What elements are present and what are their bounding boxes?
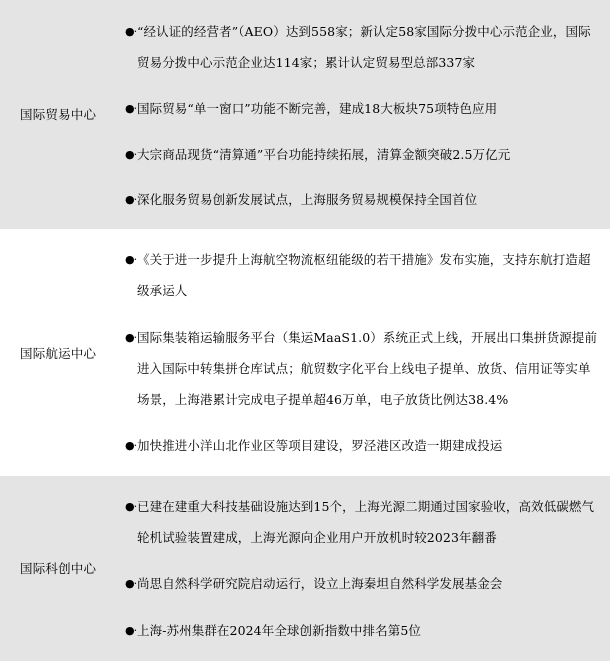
section-label: 国际科创中心 bbox=[20, 561, 97, 576]
list-item bbox=[125, 568, 601, 599]
section-label: 国际航运中心 bbox=[20, 346, 97, 361]
bullet-icon: ●· bbox=[125, 25, 137, 38]
section-label: 国际贸易中心 bbox=[20, 107, 97, 122]
section-trade-center bbox=[0, 0, 610, 229]
item-text: 尚思自然科学研究院启动运行，设立上海秦坦自然科学发展基金会 bbox=[137, 576, 503, 591]
item-text: 国际集装箱运输服务平台（集运MaaS1.0）系统正式上线，开展出口集拼货源提前进入国际中转集拼仓库试点；航贸数字化平台上线电子提单、放货、信用证等实单场景，上海港累计完成电子提单超46万单，电子放货比例达38.4% bbox=[137, 330, 598, 407]
bullet-icon: ●· bbox=[125, 193, 137, 206]
item-text: “经认证的经营者”（AEO）达到558家；新认定58家国际分拨中心示范企业，国际贸易分拨中心示范企业达114家；累计认定贸易型总部337家 bbox=[137, 24, 591, 70]
item-text: 《关于进一步提升上海航空物流枢纽能级的若干措施》发布实施，支持东航打造超级承运人 bbox=[137, 252, 591, 298]
bullet-icon: ●· bbox=[125, 624, 137, 637]
list-item bbox=[125, 244, 601, 306]
bullet-icon: ●· bbox=[125, 102, 137, 115]
bullet-icon: ●· bbox=[125, 148, 137, 161]
item-text: 深化服务贸易创新发展试点，上海服务贸易规模保持全国首位 bbox=[137, 192, 478, 207]
section-shipping-center bbox=[0, 229, 610, 476]
item-text: 加快推进小洋山北作业区等项目建设，罗泾港区改造一期建成投运 bbox=[137, 438, 503, 453]
list-item bbox=[125, 430, 601, 461]
item-text: 上海-苏州集群在2024年全球创新指数中排名第5位 bbox=[137, 623, 421, 638]
section-innovation-center bbox=[0, 476, 610, 661]
list-item bbox=[125, 491, 601, 553]
item-text: 已建在建重大科技基础设施达到15个，上海光源二期通过国家验收，高效低碳燃气轮机试验装置建成，上海光源向企业用户开放机时较2023年翻番 bbox=[137, 499, 595, 545]
list-item bbox=[125, 184, 601, 215]
bullet-icon: ●· bbox=[125, 500, 137, 513]
bullet-icon: ●· bbox=[125, 253, 137, 266]
item-text: 大宗商品现货“清算通”平台功能持续拓展，清算金额突破2.5万亿元 bbox=[137, 147, 511, 162]
list-item bbox=[125, 139, 601, 170]
item-text: 国际贸易“单一窗口”功能不断完善，建成18大板块75项特色应用 bbox=[137, 101, 498, 116]
list-item bbox=[125, 93, 601, 124]
bullet-icon: ●· bbox=[125, 331, 137, 344]
list-item bbox=[125, 615, 601, 646]
bullet-icon: ●· bbox=[125, 439, 137, 452]
list-item bbox=[125, 16, 601, 78]
list-item bbox=[125, 322, 601, 415]
bullet-icon: ●· bbox=[125, 577, 137, 590]
